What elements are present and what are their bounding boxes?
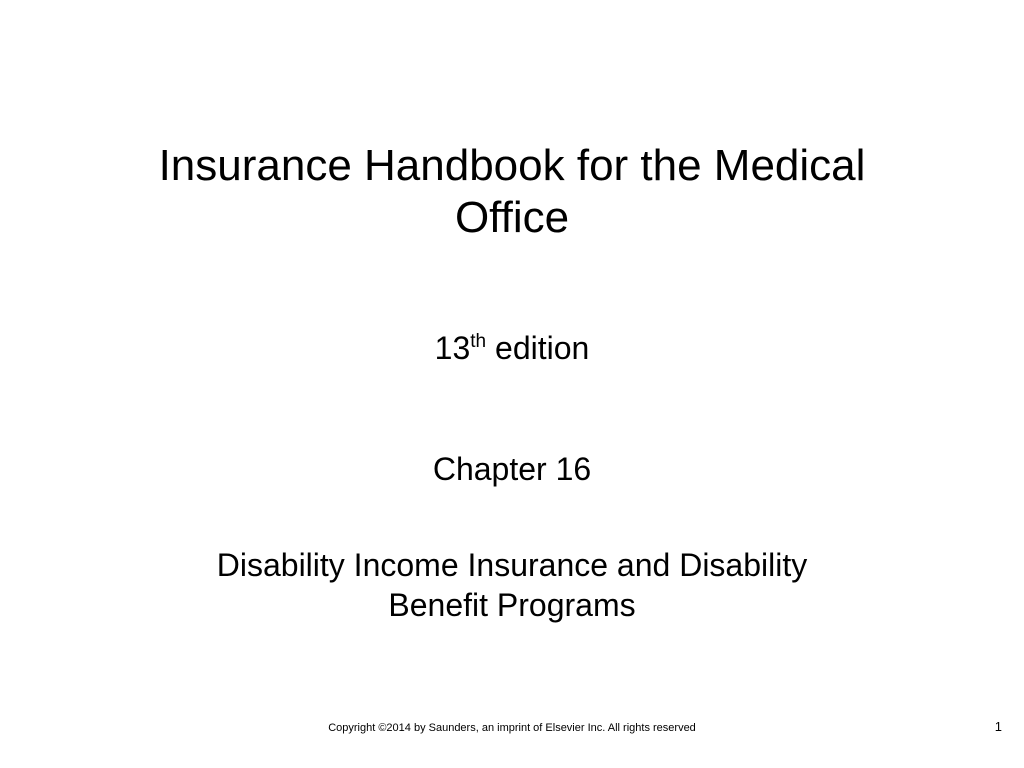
slide-title-line-2: Office — [454, 193, 570, 242]
chapter-label: Chapter 16 — [432, 451, 592, 487]
edition-ordinal-suffix: th — [470, 331, 487, 352]
chapter-subtitle-line-1: Disability Income Insurance and Disability — [216, 547, 808, 583]
slide-title-line-1: Insurance Handbook for the Medical — [158, 141, 866, 190]
edition-word: edition — [486, 330, 590, 366]
copyright-footer: Copyright ©2014 by Saunders, an imprint of Elsevier Inc. All rights reserved — [328, 722, 696, 734]
page-number: 1 — [994, 719, 1002, 734]
edition-label — [0, 328, 1024, 368]
chapter-subtitle — [60, 545, 964, 625]
edition-number: 13 — [434, 330, 471, 366]
slide-title — [60, 140, 964, 244]
chapter-subtitle-line-2: Benefit Programs — [388, 587, 636, 623]
